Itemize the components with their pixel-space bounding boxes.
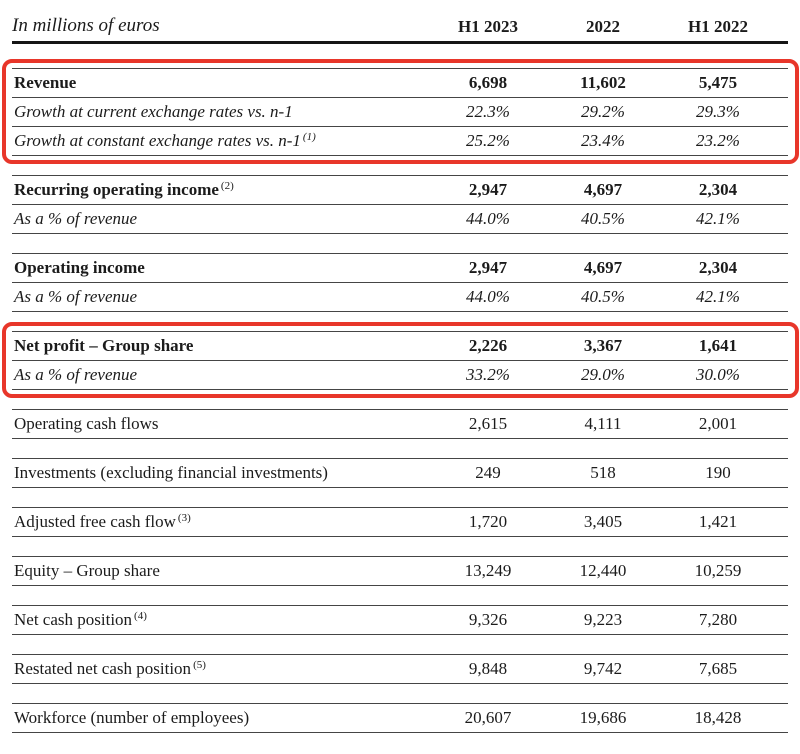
cell-h1-2022: 1,641 (698, 336, 738, 355)
table-row (12, 98, 788, 127)
cell-h1-2023: 33.2% (466, 365, 510, 384)
table-row (12, 283, 788, 312)
table-row (12, 459, 788, 488)
cell-h1-2022: 30.0% (696, 365, 740, 384)
row-label: Operating income (14, 258, 145, 277)
row-label: Revenue (14, 73, 77, 92)
table-row (12, 127, 788, 156)
cell-h1-2022: 29.3% (696, 102, 740, 121)
footnote-marker: (4) (134, 610, 147, 622)
cell-h1-2022: 2,304 (698, 180, 738, 199)
cell-2022: 11,602 (580, 73, 626, 92)
cell-h1-2023: 9,326 (468, 610, 508, 629)
row-label: Growth at current exchange rates vs. n-1 (14, 102, 293, 121)
cell-2022: 9,223 (583, 610, 623, 629)
row-label: As a % of revenue (14, 209, 138, 228)
row-label: Operating cash flows (14, 414, 159, 433)
section-operating-cash-flows (12, 409, 788, 439)
table-row (12, 410, 788, 439)
cell-h1-2022: 5,475 (698, 73, 738, 92)
row-label: Recurring operating income $^{(2)}$ (14, 180, 234, 199)
cell-h1-2023: 25.2% (466, 131, 510, 150)
revenue-section-highlight-wrapper (12, 68, 788, 156)
cell-2022: 4,697 (583, 180, 623, 199)
table-row (12, 254, 788, 283)
table-header-row (12, 8, 788, 44)
cell-h1-2023: 9,848 (468, 659, 508, 678)
row-label: Growth at constant exchange rates vs. n-1 $^{(1)}$ (14, 131, 316, 150)
row-label: Restated net cash position $^{(5)}$ (14, 659, 206, 678)
cell-h1-2023: 1,720 (468, 512, 508, 531)
cell-h1-2023: 6,698 (468, 73, 508, 92)
cell-2022: 3,405 (583, 512, 623, 531)
footnote-marker: (5) (193, 659, 206, 671)
table-row (12, 704, 788, 733)
table-row (12, 557, 788, 586)
unit-label: In millions of euros (12, 15, 160, 36)
cell-h1-2023: 2,615 (468, 414, 508, 433)
cell-h1-2023: 2,947 (468, 180, 508, 199)
table-row (12, 361, 788, 390)
net-profit-section-highlight-wrapper (12, 331, 788, 390)
cell-h1-2023: 2,226 (468, 336, 508, 355)
cell-h1-2022: 42.1% (696, 209, 740, 228)
cell-h1-2023: 44.0% (466, 209, 510, 228)
table-row (12, 69, 788, 98)
cell-h1-2023: 22.3% (466, 102, 510, 121)
section-restated-net-cash-position (12, 654, 788, 684)
column-header-2022: 2022 (586, 17, 620, 36)
cell-h1-2022: 7,685 (698, 659, 738, 678)
section-net-profit (12, 331, 788, 390)
cell-h1-2023: 44.0% (466, 287, 510, 306)
column-header-h1-2022: H1 2022 (688, 17, 748, 36)
table-row (12, 205, 788, 234)
cell-h1-2022: 7,280 (698, 610, 738, 629)
cell-h1-2022: 18,428 (694, 708, 742, 727)
table-row (12, 606, 788, 635)
cell-2022: 3,367 (583, 336, 623, 355)
cell-h1-2022: 1,421 (698, 512, 738, 531)
row-label: Investments (excluding financial investments) (14, 463, 328, 482)
cell-2022: 518 (590, 463, 616, 482)
cell-h1-2022: 2,001 (698, 414, 738, 433)
cell-2022: 19,686 (579, 708, 627, 727)
row-label: Net cash position $^{(4)}$ (14, 610, 147, 629)
table-row (12, 508, 788, 537)
table-row (12, 655, 788, 684)
cell-h1-2023: 249 (475, 463, 501, 482)
cell-2022: 40.5% (581, 287, 625, 306)
footnote-marker: (3) (177, 512, 191, 524)
row-label: Adjusted free cash flow $^{(3)}$ (14, 512, 191, 531)
column-header-h1-2023: H1 2023 (458, 17, 518, 36)
section-workforce (12, 703, 788, 733)
section-adjusted-free-cash-flow (12, 507, 788, 537)
cell-2022: 40.5% (581, 209, 625, 228)
cell-h1-2022: 190 (705, 463, 731, 482)
section-operating-income (12, 253, 788, 312)
cell-h1-2022: 23.2% (696, 131, 740, 150)
section-equity (12, 556, 788, 586)
table-row (12, 332, 788, 361)
cell-2022: 9,742 (583, 659, 623, 678)
row-label: Workforce (number of employees) (14, 708, 250, 727)
cell-2022: 29.0% (581, 365, 625, 384)
cell-2022: 4,697 (583, 258, 623, 277)
table-row (12, 176, 788, 205)
cell-2022: 23.4% (581, 131, 625, 150)
row-label: As a % of revenue (14, 365, 138, 384)
row-label: Net profit – Group share (14, 336, 194, 355)
section-revenue (12, 68, 788, 156)
section-investments (12, 458, 788, 488)
section-net-cash-position (12, 605, 788, 635)
cell-2022: 29.2% (581, 102, 625, 121)
cell-h1-2022: 42.1% (696, 287, 740, 306)
cell-2022: 12,440 (579, 561, 627, 580)
section-recurring-operating-income (12, 175, 788, 234)
cell-h1-2022: 2,304 (698, 258, 738, 277)
row-label: As a % of revenue (14, 287, 138, 306)
row-label: Equity – Group share (14, 561, 160, 580)
cell-h1-2023: 13,249 (464, 561, 512, 580)
cell-2022: 4,111 (584, 414, 622, 433)
cell-h1-2022: 10,259 (694, 561, 742, 580)
footnote-marker: (1) (302, 131, 316, 143)
cell-h1-2023: 2,947 (468, 258, 508, 277)
cell-h1-2023: 20,607 (464, 708, 512, 727)
footnote-marker: (2) (220, 180, 234, 192)
